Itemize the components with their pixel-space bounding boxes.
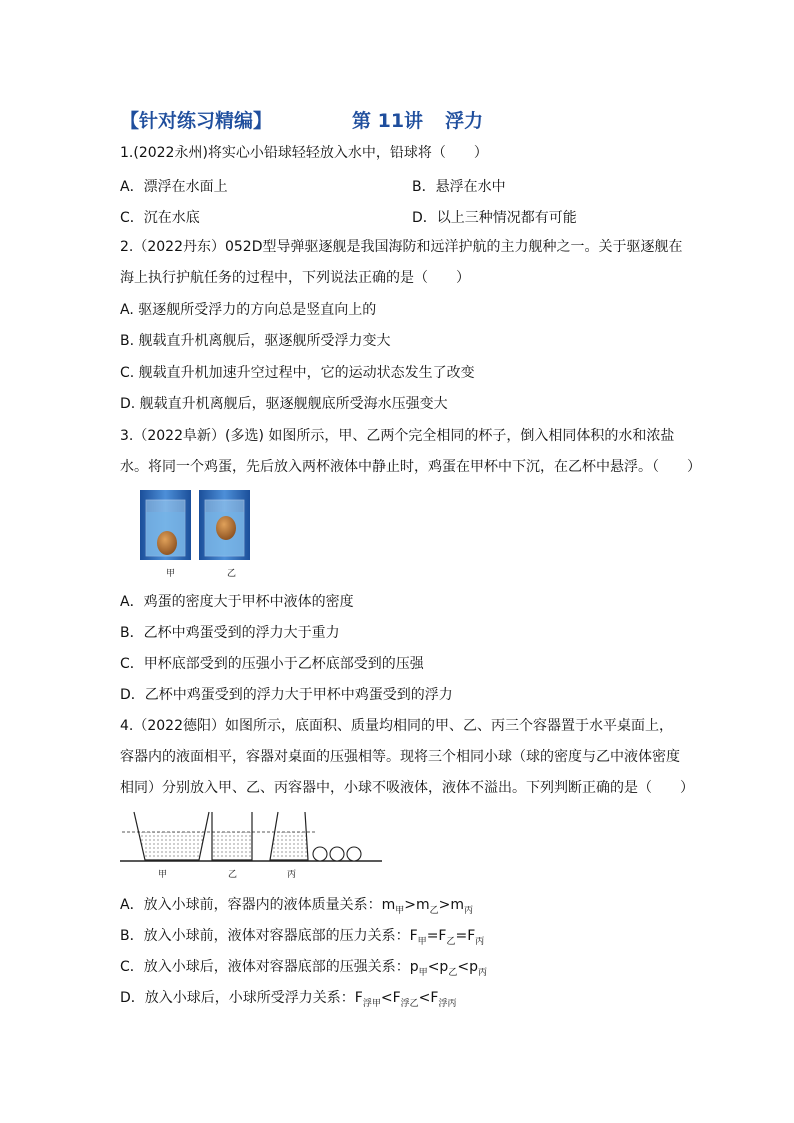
container-bing-liquid (270, 832, 308, 860)
q3-stem-line1: 3.（2022阜新）(多选) 如图所示，甲、乙两个完全相同的杯子，倒入相同体积的水和浓盐 (120, 428, 675, 444)
math-operator: > (404, 897, 416, 913)
option-text: C．放入小球后，液体对容器底部的压强关系： (120, 959, 410, 975)
math-subscript: 丙 (477, 967, 487, 978)
q4-stem-line3: 相同）分别放入甲、乙、丙容器中，小球不吸液体，液体不溢出。下列判断正确的是（ ） (120, 780, 694, 796)
q3-option-d: D．乙杯中鸡蛋受到的浮力大于甲杯中鸡蛋受到的浮力 (120, 687, 453, 703)
q2-option-b: B. 舰载直升机离舰后，驱逐舰所受浮力变大 (120, 333, 391, 349)
math-term: $F_{浮丙}$ (430, 990, 457, 1009)
q3-option-a: A．鸡蛋的密度大于甲杯中液体的密度 (120, 594, 354, 610)
q4-stem-line1: 4.（2022德阳）如图所示，底面积、质量均相同的甲、乙、丙三个容器置于水平桌面上， (120, 718, 673, 734)
math-subscript: 乙 (446, 936, 456, 947)
math-subscript: 丙 (475, 936, 485, 947)
title-series: 【针对练习精编】 (120, 110, 273, 132)
math-subscript: 甲 (418, 967, 428, 978)
math-subscript: 甲 (395, 905, 405, 916)
q4-option-a (120, 895, 473, 921)
q4-label-bing: 丙 (287, 870, 297, 880)
math-term: $F_乙$ (438, 928, 456, 947)
q2-stem-line2: 海上执行护航任务的过程中，下列说法正确的是（ ） (120, 270, 470, 286)
small-ball-2 (330, 847, 344, 861)
q1-option-a: A．漂浮在水面上 (120, 179, 228, 195)
q3-option-c: C．甲杯底部受到的压强小于乙杯底部受到的压强 (120, 656, 424, 672)
math-term: $F_{浮乙}$ (392, 990, 419, 1009)
q2-option-c: C. 舰载直升机加速升空过程中，它的运动状态发生了改变 (120, 365, 475, 381)
math-subscript: 乙 (429, 905, 439, 916)
math-term: $F_甲$ (409, 928, 427, 947)
q3-option-b: B．乙杯中鸡蛋受到的浮力大于重力 (120, 625, 340, 641)
page-title (120, 106, 680, 134)
q1-option-d: D．以上三种情况都有可能 (412, 210, 577, 226)
math-subscript: 乙 (448, 967, 458, 978)
math-term: $F_丙$ (467, 928, 485, 947)
q1-option-c: C．沉在水底 (120, 210, 200, 226)
math-operator: < (457, 959, 470, 975)
math-term: $m_丙$ (450, 897, 474, 916)
math-term: $p_甲$ (409, 959, 428, 978)
math-term: $p_乙$ (439, 959, 458, 978)
q4-label-yi: 乙 (228, 870, 238, 880)
q1-option-b: B．悬浮在水中 (412, 179, 506, 195)
q4-containers-figure (120, 810, 382, 866)
small-ball-1 (313, 847, 327, 861)
math-operator: < (427, 959, 440, 975)
q4-stem-line2: 容器内的液面相平，容器对桌面的压强相等。现将三个相同小球（球的密度与乙中液体密度 (120, 749, 680, 765)
small-ball-3 (347, 847, 361, 861)
math-operator: < (418, 990, 431, 1006)
option-text: A．放入小球前，容器内的液体质量关系： (120, 897, 382, 913)
q2-option-a: A. 驱逐舰所受浮力的方向总是竖直向上的 (120, 302, 377, 318)
container-yi-liquid (212, 832, 252, 860)
math-term: $F_{浮甲}$ (354, 990, 381, 1009)
q2-option-d: D. 舰载直升机离舰后，驱逐舰舰底所受海水压强变大 (120, 396, 448, 412)
math-subscript: 浮丙 (438, 998, 457, 1009)
q1-stem: 1.(2022永州)将实心小铅球轻轻放入水中，铅球将（ ） (120, 145, 488, 161)
q4-option-d (120, 988, 456, 1014)
math-term: $p_丙$ (469, 959, 487, 978)
title-lecture: 第 11讲 浮力 (352, 110, 484, 132)
math-operator: = (426, 928, 439, 944)
option-text: B．放入小球前，液体对容器底部的压力关系： (120, 928, 410, 944)
q4-option-b (120, 926, 484, 952)
egg-in-cup-jia (157, 531, 177, 555)
math-subscript: 甲 (417, 936, 427, 947)
math-subscript: 浮甲 (362, 998, 381, 1009)
q4-label-jia: 甲 (158, 870, 168, 880)
math-subscript: 丙 (464, 905, 474, 916)
container-jia-liquid (139, 832, 205, 860)
math-operator: > (438, 897, 451, 913)
q3-stem-line2: 水。将同一个鸡蛋，先后放入两杯液体中静止时，鸡蛋在甲杯中下沉，在乙杯中悬浮。（ ） (120, 459, 701, 475)
q3-label-jia: 甲 (166, 569, 176, 579)
option-text: D．放入小球后，小球所受浮力关系： (120, 990, 355, 1006)
math-operator: = (455, 928, 468, 944)
math-subscript: 浮乙 (400, 998, 419, 1009)
q4-option-c (120, 957, 487, 983)
q2-stem-line1: 2.（2022丹东）052D型导弹驱逐舰是我国海防和远洋护航的主力舰种之一。关于驱逐舰在 (120, 239, 683, 255)
math-term: $m_甲$ (381, 897, 405, 916)
egg-in-cup-yi (216, 516, 236, 540)
math-operator: < (380, 990, 393, 1006)
q3-label-yi: 乙 (227, 569, 237, 579)
math-term: $m_乙$ (415, 897, 439, 916)
